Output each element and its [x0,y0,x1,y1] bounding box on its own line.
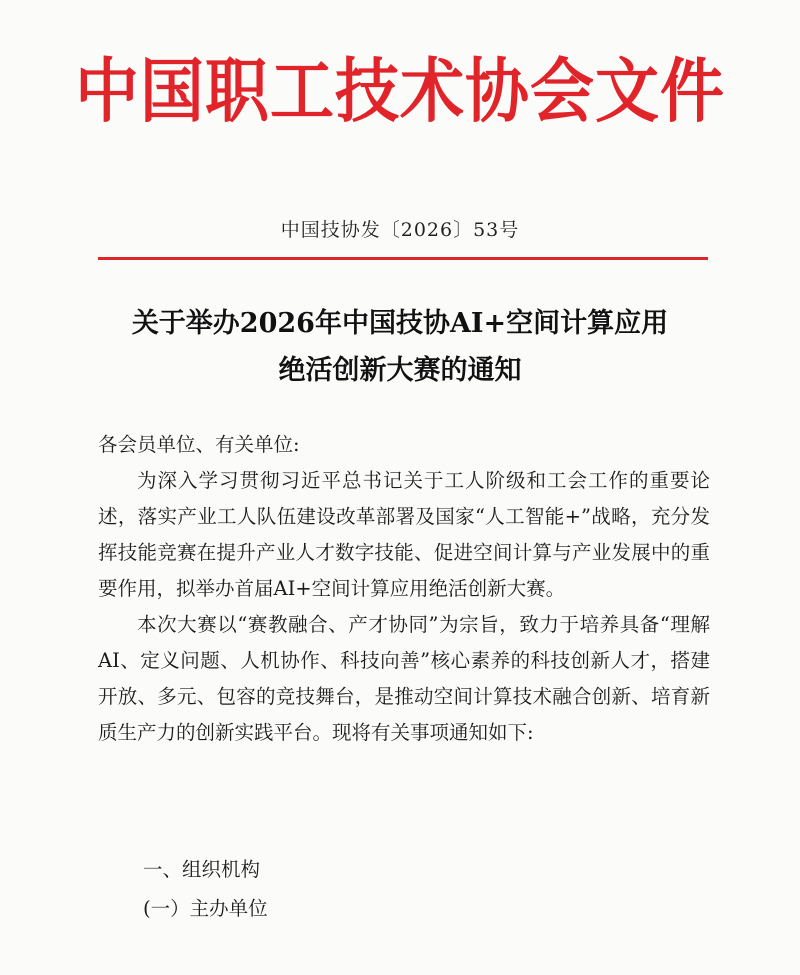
body-paragraph-2: 本次大赛以“赛教融合、产才协同”为宗旨，致力于培养具备“理解AI、定义问题、人机协作、科技向善”核心素养的科技创新人才，搭建开放、多元、包容的竞技舞台，是推动空间计算技术融合创新、培育新质生产力的创新实践平台。现将有关事项通知如下: [98,613,710,744]
masthead-title: 中国职工技术协会文件 [75,52,725,133]
document-number: 中国技协发〔2026〕53号 [280,219,520,241]
notice-title-line-1: 关于举办2026年中国技协AI+空间计算应用 [131,308,669,339]
notice-title-line-2: 绝活创新大赛的通知 [278,355,522,386]
red-divider-line [98,257,708,260]
notice-title [0,300,800,394]
section-heading-organization: 一、组织机构 [143,858,261,881]
document-body [98,427,710,751]
salutation: 各会员单位、有关单位: [98,433,300,456]
subsection-heading-organizer: (一）主办单位 [143,897,268,920]
body-paragraph-1: 为深入学习贯彻习近平总书记关于工人阶级和工会工作的重要论述，落实产业工人队伍建设改革部署及国家“人工智能+”战略，充分发挥技能竞赛在提升产业人才数字技能、促进空间计算与产业发展中的重要作用，拟举办首届AI+空间计算应用绝活创新大赛。 [98,469,710,600]
